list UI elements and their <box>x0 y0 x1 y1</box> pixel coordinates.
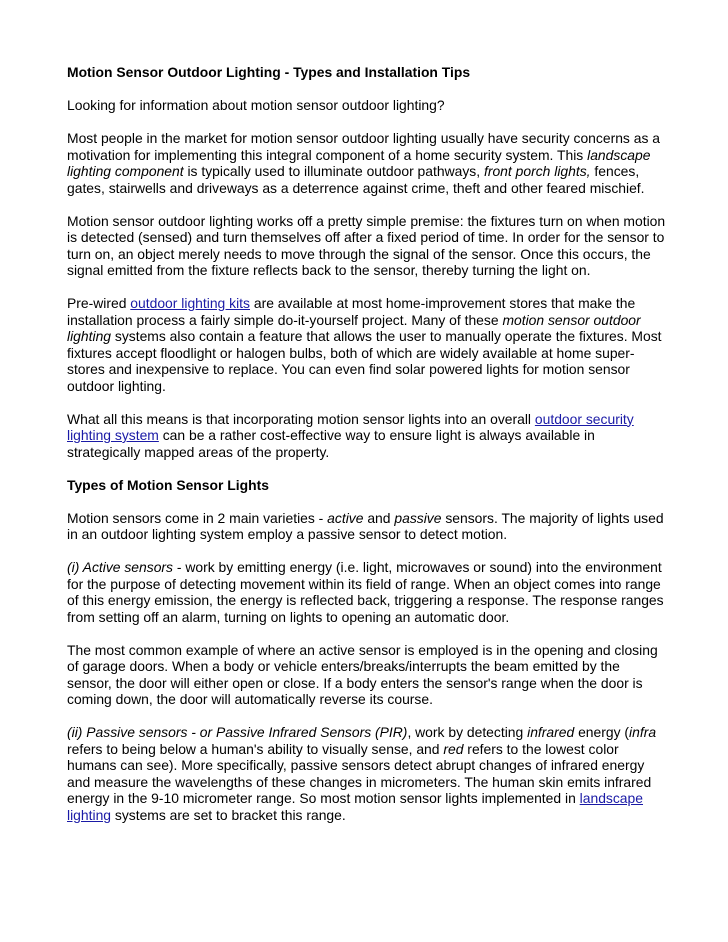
p3-text-c: systems also contain a feature that allows the user to manually operate the fixtures. Most fixtures accept floodlight or halogen bulbs, both of which are widely available at home super-stores and inexpensive to replace. You can even find solar powered lights for motion sensor outdoor lighting. <box>67 328 662 394</box>
p8-text-d: refers to the lowest color humans can see). More specifically, passive sensors detect abrupt changes of infrared energy and measure the wavelengths of these changes in micrometers. The human skin emits infrared energy in the 9-10 micrometer range. So most motion sensor lights implemented in <box>67 740 652 806</box>
p5-text-a: Motion sensors come in 2 main varieties - <box>67 509 328 526</box>
p4-text-a: What all this means is that incorporating motion sensor lights into an overall <box>67 410 535 427</box>
paragraph-garage-doors: The most common example of where an active sensor is employed is in the opening and closing of garage doors. When a body or vehicle enters/breaks/interrupts the beam emitted by the sensor, the door will either open or close. If a body enters the sensor's range when the door is coming down, the door will automatically reverse its course. <box>67 641 658 707</box>
p8-text-a: , work by detecting <box>407 724 528 740</box>
p1-text-c: fences, gates, stairwells and driveways as a deterrence against crime, theft and other feared mischief. <box>67 163 645 196</box>
p6-emphasis-active-sensors: (i) Active sensors <box>67 559 174 575</box>
document-title: Motion Sensor Outdoor Lighting - Types and Installation Tips <box>67 64 471 80</box>
landscape-lighting-link[interactable]: landscape lighting <box>67 790 643 823</box>
p1-text-b: is typically used to illuminate outdoor pathways, <box>183 163 484 179</box>
p8-emphasis-red: red <box>443 740 464 757</box>
p8-text-c: refers to being below a human's ability to visually sense, and <box>67 740 444 757</box>
paragraph-pre-wired-kits <box>67 295 667 394</box>
p6-text-a: - work by emitting energy (i.e. light, microwaves or sound) into the environment for the purpose of detecting movement within its field of range. When an object comes into range of this energy emission, the energy is reflected back, triggering a response. The response ranges from setting off an alarm, turning on lights to opening an automatic door. <box>67 559 664 625</box>
p5-text-b: and <box>363 509 395 526</box>
p8-text-e: systems are set to bracket this range. <box>111 806 346 823</box>
p8-text-b: energy ( <box>574 724 630 740</box>
paragraph-active-sensors <box>67 559 667 625</box>
document-page <box>67 64 667 840</box>
paragraph-passive-sensors <box>67 724 667 823</box>
p4-text-b: can be a rather cost-effective way to ensure light is always available in strategically mapped areas of the property. <box>67 427 595 460</box>
p8-emphasis-infra: infra <box>629 724 657 740</box>
p1-emphasis-landscape: landscape lighting component <box>67 146 651 179</box>
paragraph-two-varieties <box>67 510 667 543</box>
p8-emphasis-passive-sensors: (ii) Passive sensors - or Passive Infrared Sensors (PIR) <box>67 724 408 740</box>
p5-text-c: sensors. The majority of lights used in an outdoor lighting system employ a passive sensor to detect motion. <box>67 509 664 542</box>
p8-emphasis-infrared: infrared <box>527 724 575 740</box>
p5-emphasis-active: active <box>327 509 364 526</box>
section-heading-types: Types of Motion Sensor Lights <box>67 476 269 493</box>
p3-emphasis-motion-sensor: motion sensor outdoor lighting <box>67 311 641 344</box>
intro-paragraph: Looking for information about motion sensor outdoor lighting? <box>67 97 445 113</box>
outdoor-security-lighting-link[interactable]: outdoor security lighting system <box>67 410 634 443</box>
paragraph-security-concerns <box>67 130 667 196</box>
p3-text-b: are available at most home-improvement stores that make the installation process a fairly simple do-it-yourself project. Many of these <box>67 295 636 328</box>
outdoor-lighting-kits-link[interactable]: outdoor lighting kits <box>130 295 250 311</box>
paragraph-how-it-works: Motion sensor outdoor lighting works off a pretty simple premise: the fixtures turn on when motion is detected (sensed) and turn themselves off after a fixed period of time. In order for the sensor to turn on, an object merely needs to move through the signal of the sensor. Once this occurs, the signal emitted from the fixture reflects back to the sensor, thereby turning the light on. <box>67 212 666 278</box>
p5-emphasis-passive: passive <box>394 509 442 526</box>
p1-emphasis-front-porch: front porch lights, <box>483 163 591 179</box>
p3-text-a: Pre-wired <box>67 295 131 311</box>
p1-text-a: Most people in the market for motion sensor outdoor lighting usually have security concerns as a motivation for implementing this integral component of a home security system. This <box>67 130 660 163</box>
paragraph-cost-effective <box>67 411 667 461</box>
